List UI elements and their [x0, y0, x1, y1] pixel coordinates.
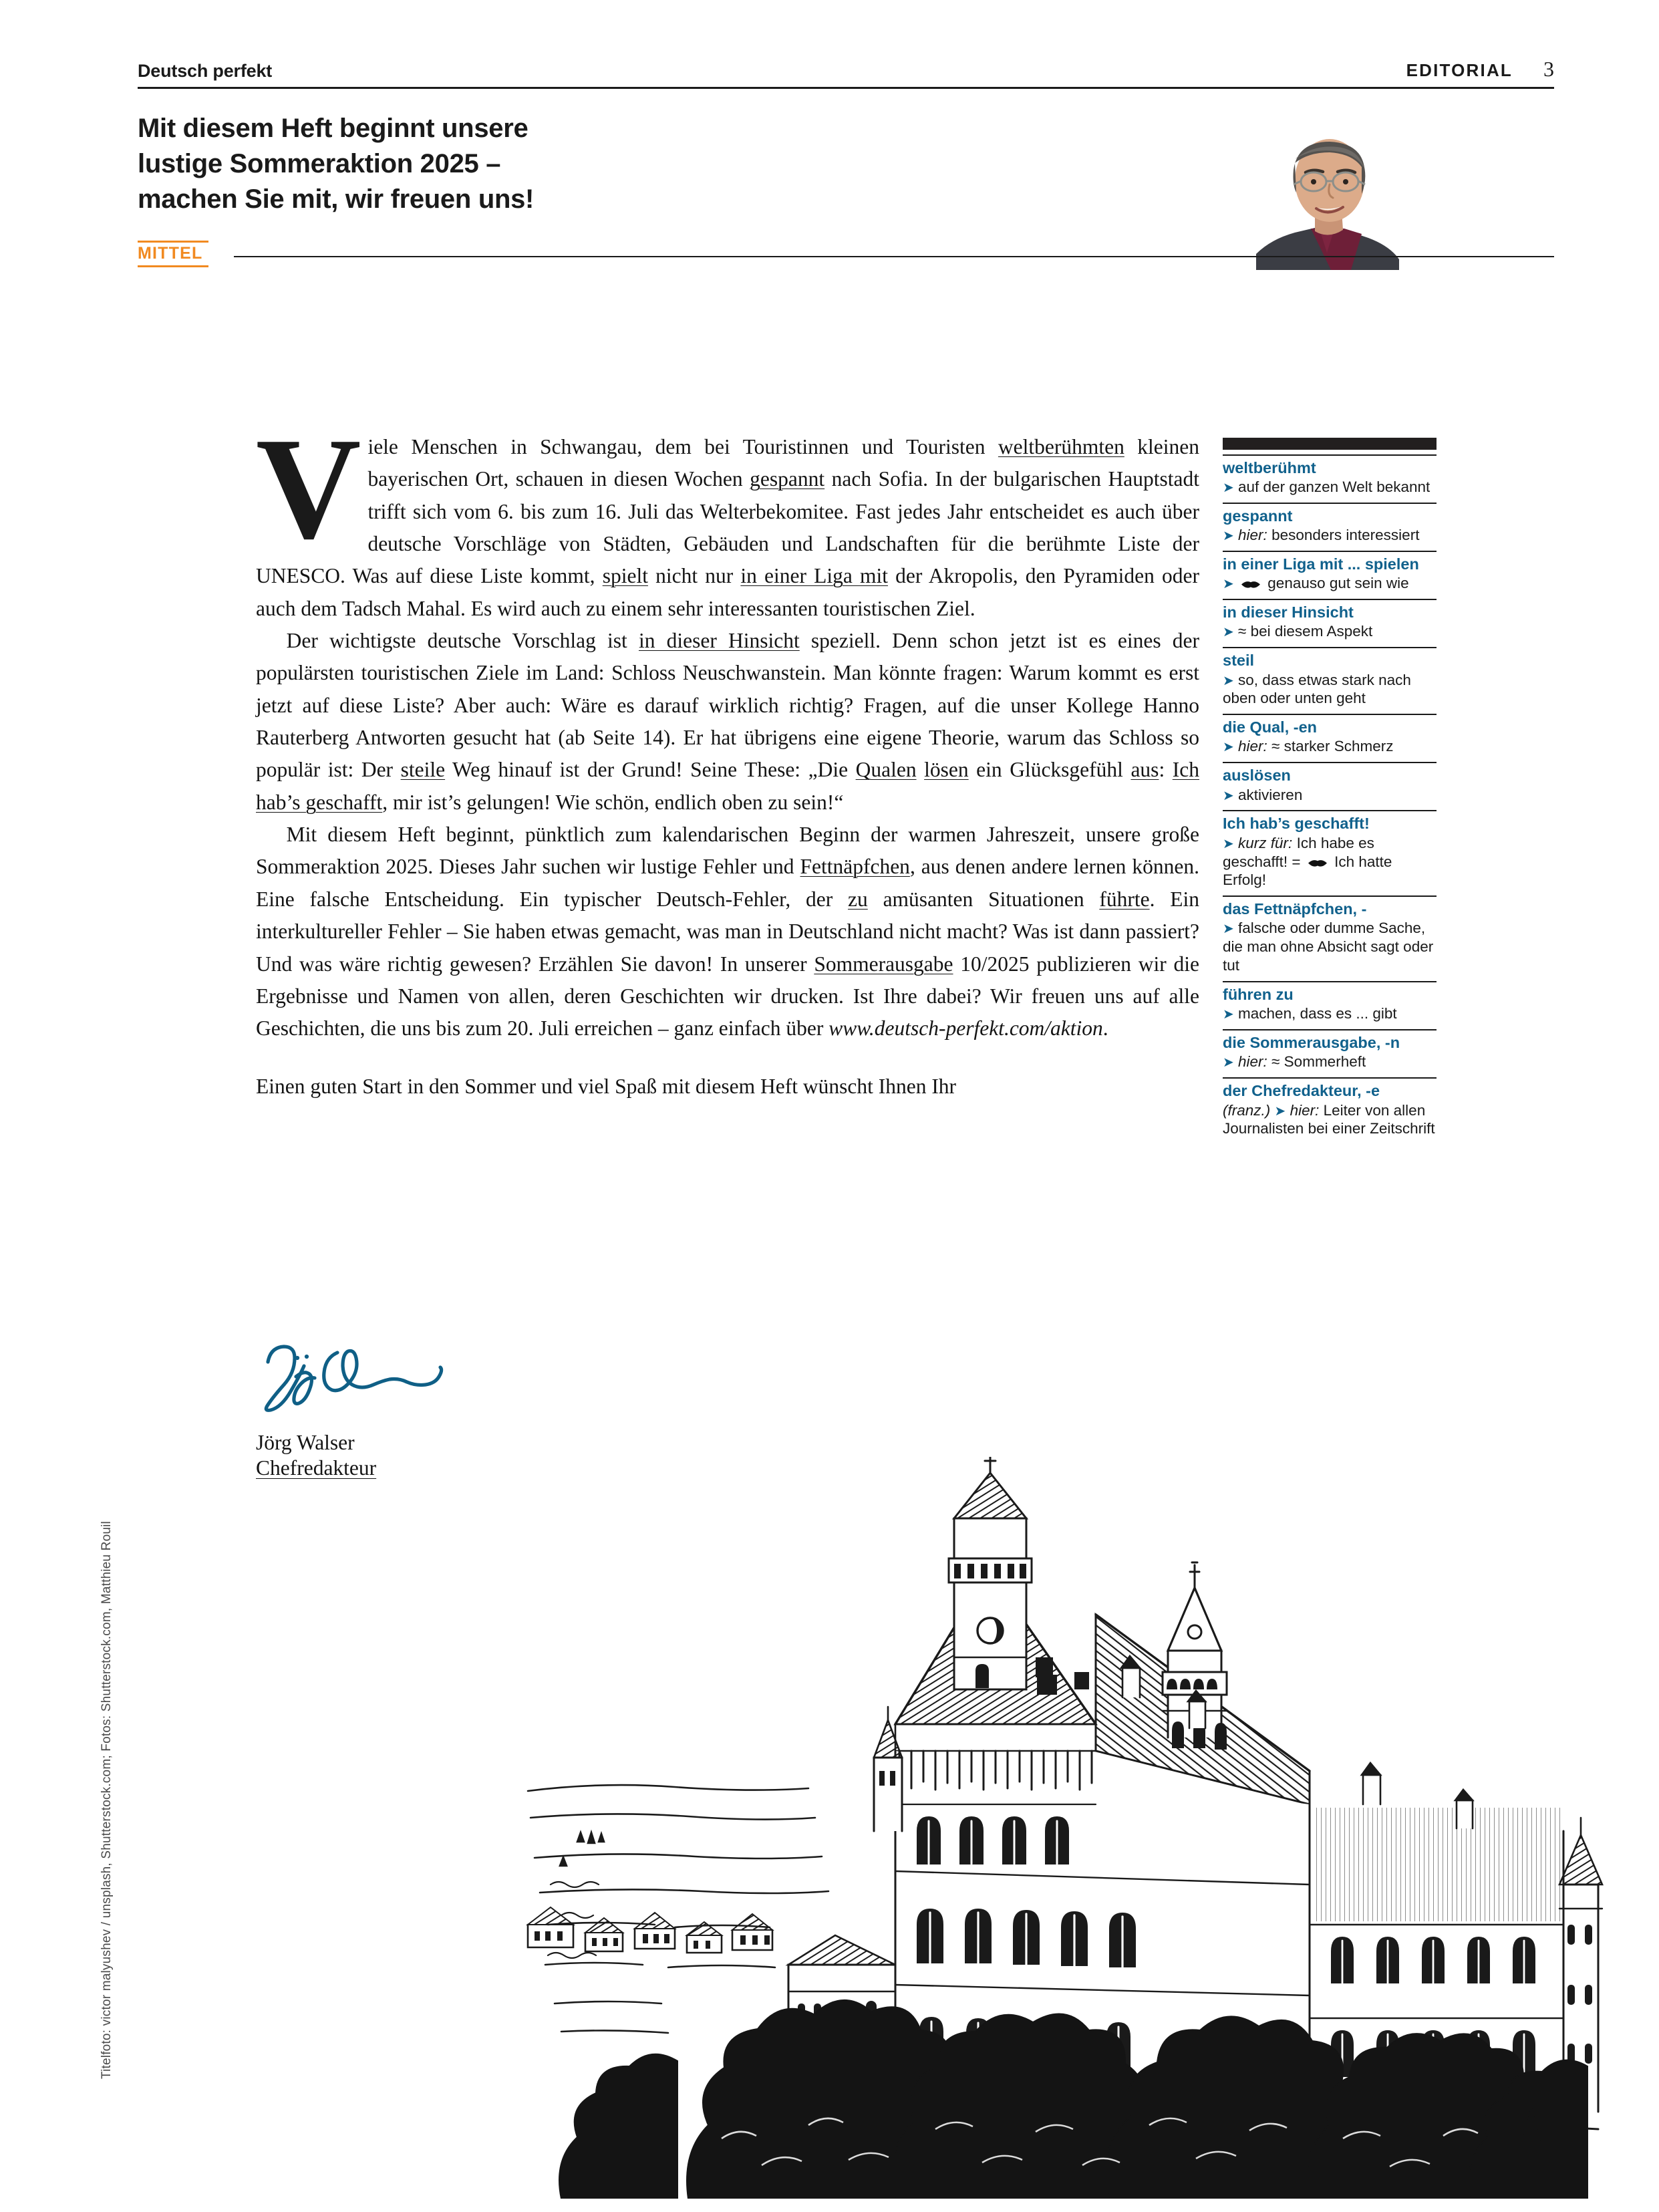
spoken-language-lips-icon [1241, 575, 1261, 585]
p3-text-e: 10/2025 publizieren wir die Ergebnisse und Namen von allen, deren Geschichten wir drucken. Ist Ihre dabei? Wir freuen uns auf alle Geschichten, die uns bis zum 20. Juli erreichen – ganz einfach über [256, 952, 1199, 1041]
bullet-arrow-icon: ➤ [1223, 1007, 1234, 1022]
p2-gloss-steile: steile [400, 758, 446, 782]
glossary-term: führen zu [1223, 986, 1294, 1004]
p3-text-b: , aus denen andere lernen können. Eine falsche Entscheidung. Ein typischer Deutsch-Fehler, der [256, 855, 1199, 911]
paragraph-3 [256, 819, 1199, 1045]
glossary-definition [1223, 786, 1437, 805]
neuschwanstein-castle-illustration [521, 1457, 1604, 2199]
page-title [138, 111, 939, 218]
glossary-entry [1223, 551, 1437, 599]
photo-credit: Titelfoto: victor malyushev / unsplash, Shutterstock.com; Fotos: Shutterstock.com, Matthieu Rouil [100, 1521, 114, 2079]
bullet-arrow-icon: ➤ [1223, 836, 1234, 851]
bullet-arrow-icon: ➤ [1223, 1055, 1234, 1071]
handwritten-signature [256, 1343, 496, 1413]
glossary-usage-note: hier: [1290, 1101, 1320, 1119]
p2-text-a: Der wichtigste deutsche Vorschlag ist [286, 629, 639, 653]
glossary-term: der Chefredakteur, -e [1223, 1082, 1380, 1100]
p2-gloss-loesen: lösen [924, 758, 969, 782]
glossary-term: weltberühmt [1223, 459, 1316, 476]
p1-gloss-gespannt: gespannt [750, 467, 825, 491]
glossary-definition [1223, 1053, 1437, 1071]
p2-text-b: speziell. Denn schon jetzt ist es eines der populärsten touristischen Ziele im Land: Schloss Neuschwanstein. Man könnte fragen: Warum kommt es erst jetzt auf diese Liste? Aber auch: Wäre es darauf wirklich richtig? Fragen, auf die unser Kollege Hanno Rauterberg Antworten gesucht hat (ab Seite 14). Er hat übrigens eine eigene Theorie, warum das Schloss so populär ist: Der [256, 629, 1199, 782]
masthead-right-group [1406, 57, 1554, 82]
glossary-definition [1223, 737, 1437, 756]
glossary-entry [1223, 981, 1437, 1029]
glossary-entry [1223, 503, 1437, 551]
glossary-usage-note: hier: [1238, 1053, 1267, 1071]
p2-gloss-ich-habs-geschafft: Ich hab’s geschafft [256, 758, 1199, 814]
glossary-term: die Qual, -en [1223, 718, 1318, 736]
headline-line-1: Mit diesem Heft beginnt unsere [138, 114, 529, 143]
p1-text-c: nach Sofia. In der bulgarischen Hauptstadt trifft sich vom 6. bis zum 16. Juli das Welterbekomitee. Fast jedes Jahr entscheidet es auch über deutsche Vorschläge von Städten, Gebäuden und Landschaften für die berühmte Liste der UNESCO. Was auf diese Liste kommt, [256, 467, 1199, 588]
p1-gloss-weltberuehmten: weltberühmten [998, 435, 1124, 458]
glossary-sidebar [1223, 438, 1437, 1144]
glossary-definition [1223, 671, 1437, 708]
bullet-arrow-icon: ➤ [1274, 1103, 1286, 1119]
glossary-term: steil [1223, 652, 1255, 670]
glossary-term: in dieser Hinsicht [1223, 603, 1354, 621]
bullet-arrow-icon: ➤ [1223, 922, 1234, 937]
headline-line-2: lustige Sommeraktion 2025 – [138, 149, 501, 179]
publication-title: Deutsch perfekt [138, 61, 273, 81]
glossary-definition-text: genauso gut sein wie [1267, 575, 1409, 592]
glossary-definition [1223, 622, 1437, 641]
p2-gloss-in-dieser-hinsicht: in dieser Hinsicht [638, 629, 800, 653]
p1-gloss-in-einer-liga-mit: in einer Liga mit [740, 564, 888, 588]
glossary-term: auslösen [1223, 767, 1291, 785]
glossary-definition [1223, 1004, 1437, 1023]
paragraph-4-closing: Einen guten Start in den Sommer und viel Spaß mit diesem Heft wünscht Ihnen Ihr [256, 1074, 957, 1098]
headline-line-3: machen Sie mit, wir freuen uns! [138, 184, 535, 215]
bullet-arrow-icon: ➤ [1223, 577, 1234, 592]
bullet-arrow-icon: ➤ [1223, 673, 1234, 688]
p2-text-e: ein Glücksgefühl [968, 758, 1131, 782]
glossary-entry [1223, 454, 1437, 503]
glossary-entry [1223, 810, 1437, 895]
p1-text-d: nicht nur [647, 564, 741, 588]
glossary-definition-text: Ich habe es geschafft! = [1223, 834, 1374, 870]
glossary-entry [1223, 1029, 1437, 1077]
glossary-definition-text: Leiter von allen Journalisten bei einer Zeitschrift [1223, 1101, 1435, 1137]
glossary-top-bar [1223, 438, 1437, 450]
p2-gloss-qualen: Qualen [855, 758, 917, 782]
p3-text-c: amüsanten Situationen [867, 887, 1100, 911]
glossary-definition-text: ≈ Sommerheft [1271, 1053, 1366, 1071]
p2-gloss-aus: aus [1130, 758, 1159, 782]
glossary-usage-note: kurz für: [1238, 834, 1293, 851]
article-body [256, 408, 1200, 1103]
glossary-entry [1223, 762, 1437, 810]
glossary-usage-note: hier: [1238, 738, 1267, 755]
page-number: 3 [1543, 57, 1554, 81]
glossary-entry [1223, 599, 1437, 647]
section-label: EDITORIAL [1406, 60, 1513, 80]
glossary-definition [1223, 1101, 1437, 1139]
glossary-term: gespannt [1223, 507, 1293, 525]
horizontal-divider [234, 256, 1554, 257]
glossary-term: in einer Liga mit ... spielen [1223, 555, 1419, 573]
glossary-definition-text: aktivieren [1238, 786, 1303, 803]
glossary-usage-note: hier: [1238, 527, 1267, 544]
p1-text-a: iele Menschen in Schwangau, dem bei Touristinnen und Touristen [367, 435, 998, 458]
glossary-term: Ich hab’s geschafft! [1223, 815, 1370, 833]
glossary-definition-text: machen, dass es ... gibt [1238, 1005, 1397, 1022]
bullet-arrow-icon: ➤ [1223, 529, 1234, 544]
glossary-term: das Fettnäpfchen, - [1223, 900, 1367, 918]
p2-text-d [917, 758, 925, 781]
p3-gloss-sommerausgabe: Sommerausgabe [814, 952, 953, 976]
glossary-term: die Sommerausgabe, -n [1223, 1034, 1400, 1052]
p2-text-f: : [1159, 758, 1173, 782]
campaign-url[interactable]: www.deutsch-perfekt.com/aktion [828, 1016, 1103, 1041]
drop-cap: V [256, 408, 361, 569]
p3-gloss-zu: zu [848, 887, 868, 911]
p2-text-g: , mir ist’s gelungen! Wie schön, endlich oben zu sein!“ [382, 790, 844, 814]
glossary-definition [1223, 834, 1437, 890]
bullet-arrow-icon: ➤ [1223, 480, 1234, 496]
p3-text-a: Mit diesem Heft beginnt, pünktlich zum kalendarischen Beginn der warmen Jahreszeit, unsere große Sommeraktion 2025. Dieses Jahr suchen wir lustige Fehler und [256, 823, 1199, 879]
p3-gloss-fuehrte: führte [1099, 887, 1150, 911]
p3-text-d: . Ein interkultureller Fehler – Sie haben etwas gemacht, was man in Deutschland nicht macht? Was ist dann passiert? Und was wäre richtig gewesen? Erzählen Sie davon! In unserer [256, 887, 1199, 976]
paragraph-2 [256, 625, 1199, 819]
bullet-arrow-icon: ➤ [1223, 625, 1234, 640]
p2-text-c: Weg hinauf ist der Grund! Seine These: „Die [445, 758, 856, 782]
glossary-entry [1223, 895, 1437, 981]
glossary-definition-text: ≈ bei diesem Aspekt [1238, 623, 1373, 640]
p1-gloss-spielt: spielt [602, 564, 648, 588]
editor-role: Chefredakteur [256, 1456, 377, 1480]
glossary-definition-text: falsche oder dumme Sache, die man ohne Absicht sagt oder tut [1223, 920, 1434, 974]
glossary-entry [1223, 1077, 1437, 1144]
glossary-entry [1223, 647, 1437, 714]
glossary-definition [1223, 574, 1437, 593]
glossary-entry [1223, 714, 1437, 762]
masthead [138, 57, 1554, 89]
glossary-definition [1223, 478, 1437, 497]
glossary-definition [1223, 526, 1437, 545]
glossary-definition [1223, 919, 1437, 975]
glossary-language-note: (franz.) [1223, 1101, 1271, 1119]
glossary-definition-text: ≈ starker Schmerz [1271, 738, 1394, 755]
p3-gloss-fettnaepfchen: Fettnäpfchen [800, 855, 910, 879]
paragraph-1 [256, 408, 1200, 625]
paragraph-spacer [256, 1045, 1199, 1071]
p1-text-b: kleinen bayerischen Ort, schauen in diesen Wochen [367, 435, 1199, 491]
bullet-arrow-icon: ➤ [1223, 788, 1234, 803]
editor-name: Jörg Walser [256, 1431, 355, 1454]
level-badge: MITTEL [138, 241, 208, 267]
glossary-definition-text: so, dass etwas stark nach oben oder unten geht [1223, 671, 1411, 707]
spoken-language-lips-icon [1308, 854, 1328, 863]
glossary-definition-text-2: Ich hatte Erfolg! [1223, 853, 1392, 889]
p1-text-e: der Akropolis, den Pyramiden oder auch dem Tadsch Mahal. Es wird auch zu einem sehr interessanten touristischen Ziel. [256, 564, 1200, 620]
bullet-arrow-icon: ➤ [1223, 740, 1234, 755]
p3-text-f: . [1102, 1016, 1108, 1041]
glossary-definition-text: besonders interessiert [1271, 527, 1420, 544]
glossary-definition-text: auf der ganzen Welt bekannt [1238, 478, 1430, 496]
level-row [138, 241, 1554, 267]
